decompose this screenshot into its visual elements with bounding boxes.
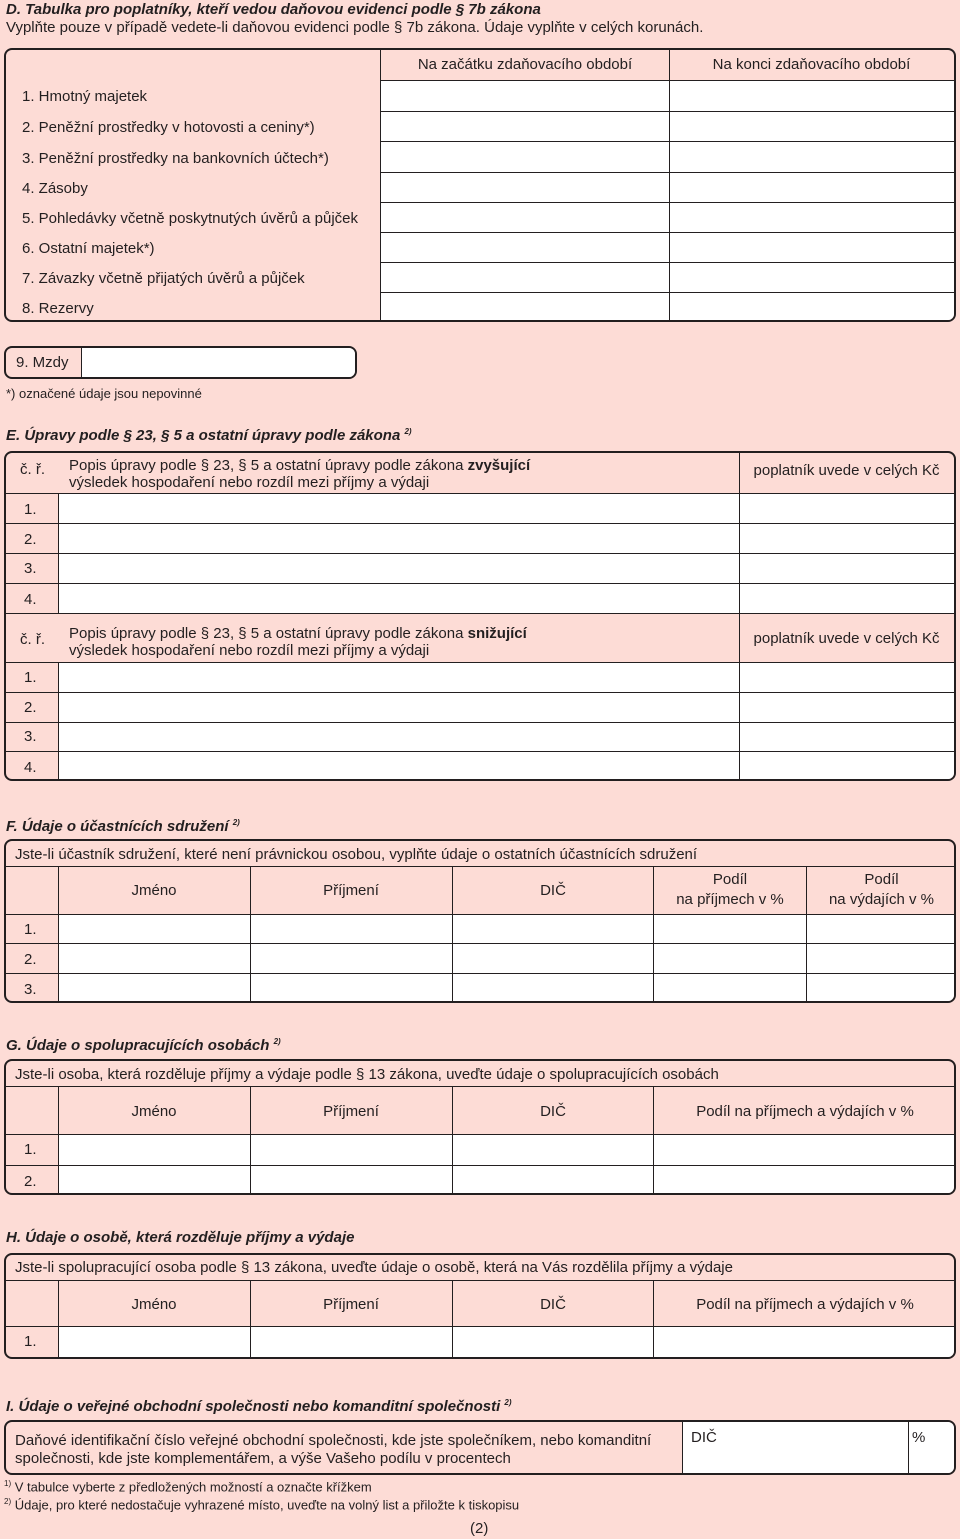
mzdy-label: 9. Mzdy — [16, 354, 69, 371]
row-no-header: č. ř. — [20, 461, 45, 478]
col-name-header: Jméno — [131, 1103, 177, 1120]
section-g-instruction: Jste-li osoba, která rozděluje příjmy a výdaje podle § 13 zákona, uveďte údaje o spolupracujících osobách — [15, 1066, 719, 1083]
row-number: 3. — [24, 728, 37, 745]
table-i — [4, 1420, 956, 1475]
percent-label: % — [912, 1429, 926, 1446]
surname-input[interactable] — [251, 1327, 452, 1359]
col-surname-header: Příjmení — [323, 882, 379, 899]
income-share-inputs[interactable] — [654, 915, 806, 1003]
row-label: 3. Peněžní prostředky na bankovních účtech*) — [22, 150, 329, 167]
row-label: 1. Hmotný majetek — [22, 88, 148, 105]
surname-inputs[interactable] — [251, 915, 452, 1003]
table-f — [4, 839, 956, 1003]
mzdy-input[interactable] — [82, 348, 355, 377]
decrease-amount-header: poplatník uvede v celých Kč — [753, 630, 940, 647]
col-share-header: Podíl na příjmech a výdajích v % — [696, 1103, 914, 1120]
row-number: 3. — [24, 560, 37, 577]
section-h-instruction: Jste-li spolupracující osoba podle § 13 zákona, uveďte údaje o osobě, která na Vás rozdělila příjmy a výdaje — [15, 1259, 733, 1276]
increase-description-header: Popis úpravy podle § 23, § 5 a ostatní úpravy podle zákona zvyšující výsledek hospodaření nebo rozdíl mezi příjmy a výdaji — [69, 457, 531, 491]
col-expense-share-header: Podíl na výdajích v % — [828, 871, 935, 908]
table-d — [4, 48, 956, 322]
row-label: 4. Zásoby — [22, 180, 88, 197]
row-number: 1. — [24, 669, 37, 686]
col-surname-header: Příjmení — [323, 1296, 379, 1313]
table-h — [4, 1253, 956, 1359]
increase-amount-header: poplatník uvede v celých Kč — [753, 462, 940, 479]
row-number: 2. — [24, 1173, 37, 1190]
section-i-text: Daňové identifikační číslo veřejné obchodní společnosti, kde jste společníkem, nebo komanditní společnosti, kde jste komplementářem, a výše Vašeho podílu v procentech — [15, 1432, 652, 1467]
expense-share-inputs[interactable] — [807, 915, 956, 1003]
col-end-header: Na konci zdaňovacího období — [712, 56, 911, 73]
row-label: 2. Peněžní prostředky v hotovosti a ceniny*) — [22, 119, 315, 136]
row-number: 2. — [24, 531, 37, 548]
col-dic-header: DIČ — [540, 1296, 566, 1313]
row-label: 5. Pohledávky včetně poskytnutých úvěrů a půjček — [22, 210, 359, 227]
optional-note: *) označené údaje jsou nepovinné — [6, 386, 202, 401]
row-number: 1. — [24, 501, 37, 518]
dic-inputs[interactable] — [453, 915, 653, 1003]
col-name-header: Jméno — [131, 1296, 177, 1313]
row-number: 1. — [24, 921, 37, 938]
row-number: 1. — [24, 1333, 37, 1350]
section-g-title: G. Údaje o spolupracujících osobách $^{2)}$ — [6, 1037, 281, 1054]
footnote-1: $^{1)}$ V tabulce vyberte z předložených možností a označte křížkem — [4, 1479, 372, 1495]
row-label: 7. Závazky včetně přijatých úvěrů a půjček — [22, 270, 305, 287]
dic-label: DIČ — [691, 1429, 717, 1446]
name-input[interactable] — [59, 1327, 250, 1359]
row-number: 2. — [24, 699, 37, 716]
row-label: 6. Ostatní majetek*) — [22, 240, 155, 257]
row-number: 3. — [24, 981, 37, 998]
section-e-title: E. Úpravy podle § 23, § 5 a ostatní úpravy podle zákona $^{2)}$ — [6, 427, 412, 444]
decrease-description-header: Popis úpravy podle § 23, § 5 a ostatní úpravy podle zákona snižující výsledek hospodaření nebo rozdíl mezi příjmy a výdaji — [69, 625, 527, 659]
table-g — [4, 1059, 956, 1195]
col-dic-header: DIČ — [540, 1103, 566, 1120]
name-inputs[interactable] — [59, 915, 250, 1003]
row-number: 1. — [24, 1141, 37, 1158]
col-start-header: Na začátku zdaňovacího období — [417, 56, 633, 73]
section-h-title: H. Údaje o osobě, která rozděluje příjmy a výdaje — [6, 1229, 355, 1246]
section-f-instruction: Jste-li účastník sdružení, které není právnickou osobou, vyplňte údaje o ostatních účastnících sdružení — [15, 846, 698, 863]
row-number: 2. — [24, 951, 37, 968]
share-input[interactable] — [654, 1327, 956, 1359]
page-number: (2) — [470, 1520, 489, 1537]
dic-input[interactable] — [453, 1327, 653, 1359]
section-f-title: F. Údaje o účastnících sdružení $^{2)}$ — [6, 818, 240, 835]
footnote-2: $^{2)}$ Údaje, pro které nedostačuje vyhrazené místo, uveďte na volný list a přiložte k tiskopisu — [4, 1497, 520, 1513]
row-label: 8. Rezervy — [22, 300, 94, 317]
col-income-share-header: Podíl na příjmech v % — [676, 871, 784, 908]
row-number: 4. — [24, 591, 37, 608]
col-dic-header: DIČ — [540, 882, 566, 899]
table-e — [4, 451, 956, 781]
section-i-title: I. Údaje o veřejné obchodní společnosti nebo komanditní společnosti $^{2)}$ — [6, 1398, 512, 1415]
row-no-header: č. ř. — [20, 631, 45, 648]
col-surname-header: Příjmení — [323, 1103, 379, 1120]
col-name-header: Jméno — [131, 882, 177, 899]
mzdy-box — [4, 346, 357, 379]
section-d-title: D. Tabulka pro poplatníky, kteří vedou daňovou evidenci podle § 7b zákona — [6, 1, 541, 18]
col-share-header: Podíl na příjmech a výdajích v % — [696, 1296, 914, 1313]
section-d-subtitle: Vyplňte pouze v případě vedete-li daňovou evidenci podle § 7b zákona. Údaje vyplňte v celých korunách. — [6, 19, 704, 36]
row-number: 4. — [24, 759, 37, 776]
